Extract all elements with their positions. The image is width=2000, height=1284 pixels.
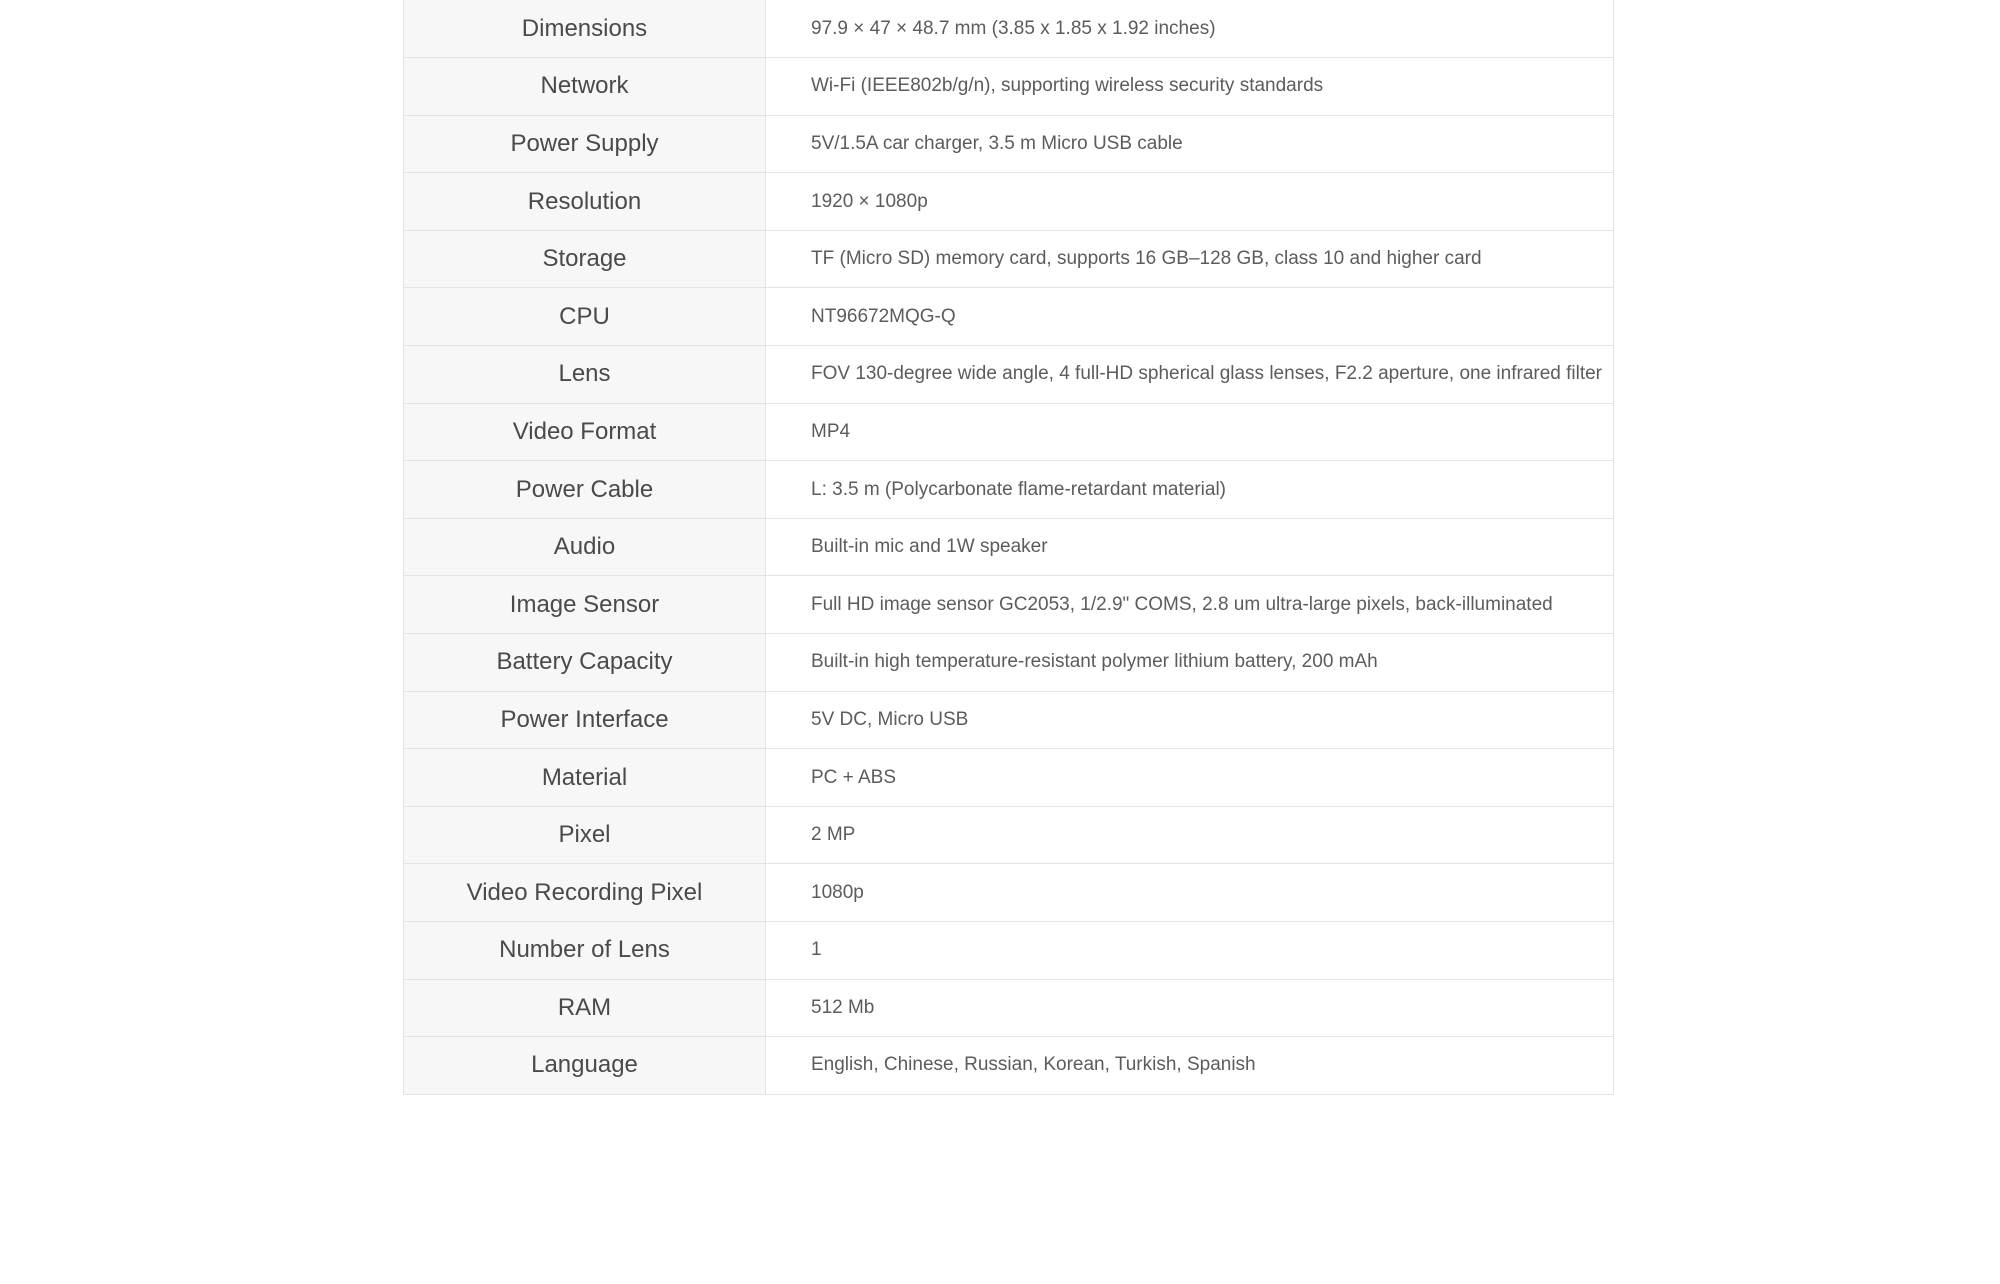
- spec-value: 2 MP: [766, 806, 1614, 864]
- spec-row-power-cable: [404, 461, 1614, 519]
- spec-value: Wi-Fi (IEEE802b/g/n), supporting wireless security standards: [766, 58, 1614, 116]
- spec-row-lens: [404, 346, 1614, 404]
- spec-label: Power Supply: [404, 115, 766, 173]
- spec-value: L: 3.5 m (Polycarbonate flame-retardant material): [766, 461, 1614, 519]
- spec-value: Built-in high temperature-resistant polymer lithium battery, 200 mAh: [766, 634, 1614, 692]
- spec-value: 5V DC, Micro USB: [766, 691, 1614, 749]
- spec-label: Video Format: [404, 403, 766, 461]
- spec-label: Battery Capacity: [404, 634, 766, 692]
- spec-value: 1080p: [766, 864, 1614, 922]
- spec-row-network: [404, 58, 1614, 116]
- spec-label: Dimensions: [404, 0, 766, 58]
- spec-row-dimensions: [404, 0, 1614, 58]
- spec-row-material: [404, 749, 1614, 807]
- spec-label: Lens: [404, 346, 766, 404]
- spec-value: FOV 130-degree wide angle, 4 full-HD spherical glass lenses, F2.2 aperture, one infrared filter: [766, 346, 1614, 404]
- spec-row-video-recording-pixel: [404, 864, 1614, 922]
- spec-label: Resolution: [404, 173, 766, 231]
- spec-table: [403, 0, 1614, 1095]
- spec-label: Image Sensor: [404, 576, 766, 634]
- spec-value: 1: [766, 922, 1614, 980]
- spec-value: PC + ABS: [766, 749, 1614, 807]
- spec-value: Full HD image sensor GC2053, 1/2.9" COMS, 2.8 um ultra-large pixels, back-illuminated: [766, 576, 1614, 634]
- spec-label: CPU: [404, 288, 766, 346]
- spec-value: 97.9 × 47 × 48.7 mm (3.85 x 1.85 x 1.92 inches): [766, 0, 1614, 58]
- spec-row-audio: [404, 518, 1614, 576]
- spec-row-battery-capacity: [404, 634, 1614, 692]
- spec-row-language: [404, 1037, 1614, 1095]
- spec-label: Power Interface: [404, 691, 766, 749]
- spec-value: 5V/1.5A car charger, 3.5 m Micro USB cable: [766, 115, 1614, 173]
- spec-label: Network: [404, 58, 766, 116]
- spec-label: Power Cable: [404, 461, 766, 519]
- spec-row-cpu: [404, 288, 1614, 346]
- spec-value: English, Chinese, Russian, Korean, Turkish, Spanish: [766, 1037, 1614, 1095]
- spec-row-image-sensor: [404, 576, 1614, 634]
- spec-value: TF (Micro SD) memory card, supports 16 GB–128 GB, class 10 and higher card: [766, 230, 1614, 288]
- spec-row-video-format: [404, 403, 1614, 461]
- spec-label: RAM: [404, 979, 766, 1037]
- spec-label: Language: [404, 1037, 766, 1095]
- spec-value: 1920 × 1080p: [766, 173, 1614, 231]
- spec-label: Pixel: [404, 806, 766, 864]
- spec-row-pixel: [404, 806, 1614, 864]
- spec-row-resolution: [404, 173, 1614, 231]
- spec-value: Built-in mic and 1W speaker: [766, 518, 1614, 576]
- spec-label: Number of Lens: [404, 922, 766, 980]
- spec-row-ram: [404, 979, 1614, 1037]
- spec-label: Audio: [404, 518, 766, 576]
- spec-row-number-of-lens: [404, 922, 1614, 980]
- spec-row-power-interface: [404, 691, 1614, 749]
- spec-row-storage: [404, 230, 1614, 288]
- spec-value: 512 Mb: [766, 979, 1614, 1037]
- spec-value: NT96672MQG-Q: [766, 288, 1614, 346]
- spec-label: Storage: [404, 230, 766, 288]
- spec-label: Video Recording Pixel: [404, 864, 766, 922]
- spec-value: MP4: [766, 403, 1614, 461]
- spec-row-power-supply: [404, 115, 1614, 173]
- spec-label: Material: [404, 749, 766, 807]
